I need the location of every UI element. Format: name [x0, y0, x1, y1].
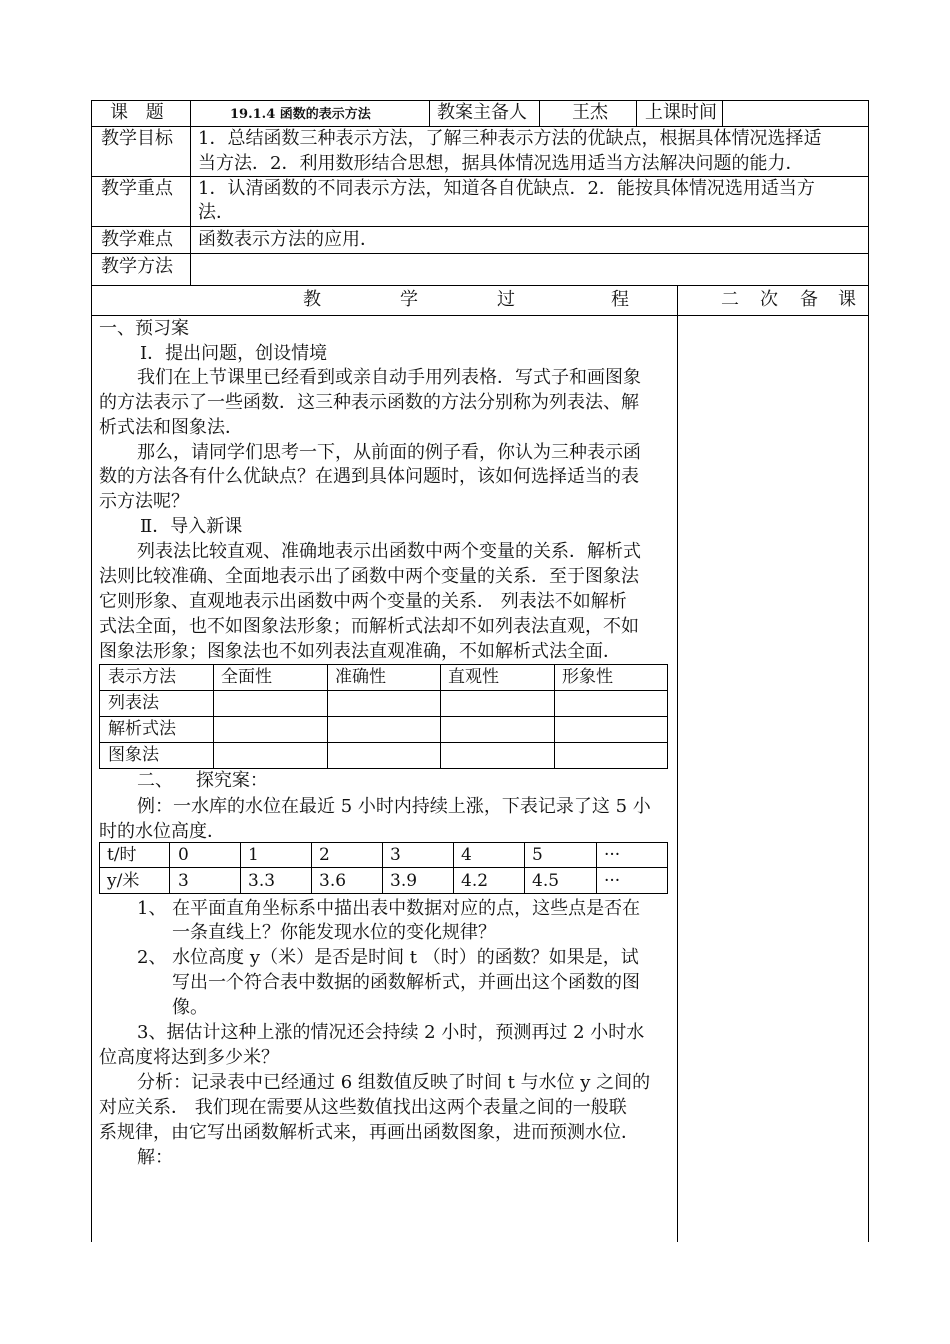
data-t-4: 4: [461, 845, 472, 865]
data-t-more: ···: [604, 845, 621, 865]
paragraph-1-line-2: 的方法表示了一些函数．这三种表示函数的方法分别称为列表法、解: [99, 392, 639, 413]
section-explore: 二、 探究案：: [137, 770, 268, 791]
data-y-2: 3.6: [319, 871, 347, 891]
process-title-1: 教: [303, 289, 321, 310]
time-label: 上课时间: [645, 102, 717, 123]
data-y-1: 3.3: [248, 871, 276, 891]
compare-row-graph: 图象法: [108, 745, 159, 765]
paragraph-3-line-3: 它则形象、直观地表示出函数中两个变量的关系． 列表法不如解析: [99, 591, 627, 612]
topic-label: 课 题: [110, 102, 170, 123]
data-y-more: ···: [604, 871, 621, 891]
compare-row-table: 列表法: [108, 693, 159, 713]
compare-header-accuracy: 准确性: [335, 667, 386, 687]
analysis-line-3: 系规律，由它写出函数解析式来，再画出函数图象，进而预测水位．: [99, 1122, 639, 1143]
goals-line-2: 当方法．2．利用数形结合思想，据具体情况选用适当方法解决问题的能力．: [198, 153, 804, 174]
difficulty-label: 教学难点: [101, 229, 173, 250]
question-1-line-1: 1、 在平面直角坐标系中描出表中数据对应的点，这些点是否在: [137, 898, 641, 919]
focus-label: 教学重点: [101, 178, 173, 199]
data-y-label: y/米: [107, 871, 140, 891]
paragraph-1-line-1: 我们在上节课里已经看到或亲自动手用列表格．写式子和画图象: [137, 367, 641, 388]
section-preview: 一、预习案: [99, 318, 189, 339]
compare-row-formula: 解析式法: [108, 719, 176, 739]
question-2-line-3: 像。: [172, 997, 208, 1018]
goals-line-1: 1．总结函数三种表示方法，了解三种表示方法的优缺点，根据具体情况选择适: [198, 128, 822, 149]
paragraph-3-line-4: 式法全面，也不如图象法形象；而解析式法却不如列表法直观，不如: [99, 616, 639, 637]
solution-label: 解：: [137, 1147, 173, 1168]
question-2-line-1: 2、 水位高度 y（米）是否是时间 t （时）的函数？如果是，试: [137, 947, 639, 968]
author-value: 王杰: [572, 102, 608, 123]
subsection-1: Ⅰ．提出问题，创设情境: [140, 343, 328, 364]
question-3-line-2: 位高度将达到多少米？: [99, 1047, 279, 1068]
topic-value: 19.1.4 函数的表示方法: [230, 107, 371, 122]
difficulty-value: 函数表示方法的应用．: [198, 229, 378, 250]
example-line-2: 时的水位高度．: [99, 821, 225, 842]
data-t-0: 0: [178, 845, 189, 865]
analysis-line-2: 对应关系． 我们现在需要从这些数值找出这两个表量之间的一般联: [99, 1097, 627, 1118]
data-t-2: 2: [319, 845, 330, 865]
data-t-5: 5: [532, 845, 543, 865]
paragraph-3-line-2: 法则比较准确、全面地表示出了函数中两个变量的关系．至于图象法: [99, 566, 639, 587]
data-y-0: 3: [178, 871, 189, 891]
compare-header-vivid: 形象性: [562, 667, 613, 687]
backup-title-3: 备: [800, 289, 818, 310]
paragraph-2-line-3: 示方法呢？: [99, 491, 189, 512]
process-title-2: 学: [400, 289, 418, 310]
compare-header-intuitive: 直观性: [448, 667, 499, 687]
method-label: 教学方法: [101, 256, 173, 277]
paragraph-2-line-1: 那么，请同学们思考一下，从前面的例子看，你认为三种表示函: [137, 442, 641, 463]
data-y-3: 3.9: [390, 871, 418, 891]
backup-title-1: 二: [721, 289, 739, 310]
goals-label: 教学目标: [101, 128, 173, 149]
focus-line-2: 法．: [198, 202, 234, 223]
process-title-3: 过: [497, 289, 515, 310]
paragraph-3-line-5: 图象法形象；图象法也不如列表法直观准确，不如解析式法全面．: [99, 641, 621, 662]
analysis-line-1: 分析：记录表中已经通过 6 组数值反映了时间 t 与水位 y 之间的: [137, 1072, 651, 1093]
focus-line-1: 1．认清函数的不同表示方法，知道各自优缺点．2．能按具体情况选用适当方: [198, 178, 815, 199]
paragraph-1-line-3: 析式法和图象法．: [99, 417, 243, 438]
process-title-4: 程: [611, 289, 629, 310]
data-y-5: 4.5: [532, 871, 560, 891]
compare-header-complete: 全面性: [221, 667, 272, 687]
backup-title-4: 课: [838, 289, 856, 310]
data-t-label: t/时: [107, 845, 137, 865]
example-line-1: 例：一水库的水位在最近 5 小时内持续上涨，下表记录了这 5 小: [137, 796, 651, 817]
compare-header-method: 表示方法: [108, 667, 176, 687]
question-3-line-1: 3、据估计这种上涨的情况还会持续 2 小时，预测再过 2 小时水: [137, 1022, 645, 1043]
paragraph-2-line-2: 数的方法各有什么优缺点？在遇到具体问题时，该如何选择适当的表: [99, 466, 639, 487]
author-label: 教案主备人: [437, 102, 527, 123]
backup-title-2: 次: [760, 289, 778, 310]
data-t-1: 1: [248, 845, 259, 865]
question-1-line-2: 一条直线上？你能发现水位的变化规律？: [172, 922, 496, 943]
data-y-4: 4.2: [461, 871, 489, 891]
question-2-line-2: 写出一个符合表中数据的函数解析式，并画出这个函数的图: [172, 972, 640, 993]
paragraph-3-line-1: 列表法比较直观、准确地表示出函数中两个变量的关系．解析式: [137, 541, 641, 562]
data-t-3: 3: [390, 845, 401, 865]
subsection-2: Ⅱ．导入新课: [140, 516, 243, 537]
